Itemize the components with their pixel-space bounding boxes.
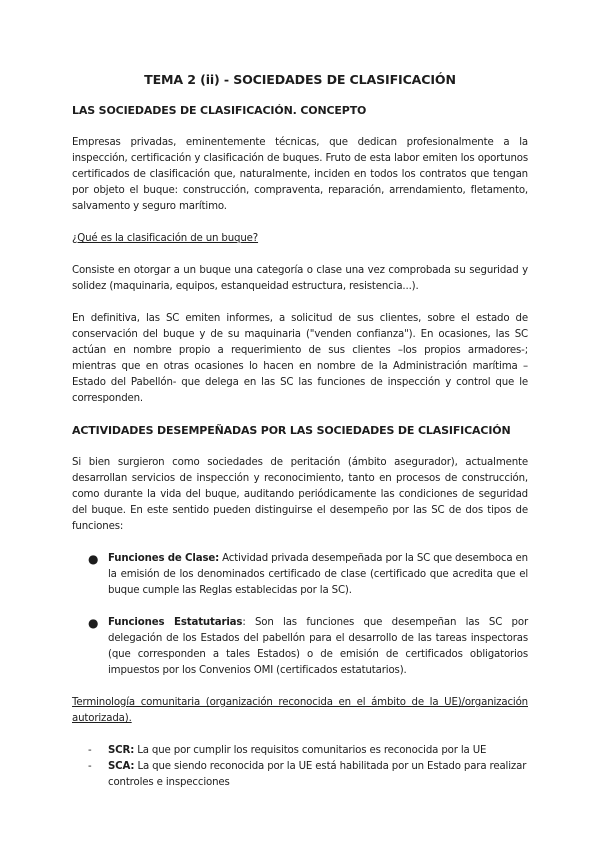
text-sca: La que siendo reconocida por la UE está habilitada por un Estado para realizar controles e inspecciones — [108, 761, 527, 788]
text-scr: La que por cumplir los requisitos comunitarios es reconocida por la UE — [134, 745, 487, 756]
term-scr: SCR: — [108, 745, 135, 756]
term-sca: SCA: — [108, 761, 135, 772]
paragraph-consiste: Consiste en otorgar a un buque una categoría o clase una vez comprobada su seguridad y solidez (maquinaria, equipos, estanqueidad estructura, resistencia...). — [72, 265, 528, 292]
list-item-sca — [72, 759, 528, 791]
section-heading-actividades: ACTIVIDADES DESEMPEÑADAS POR LAS SOCIEDADES DE CLASIFICACIÓN — [72, 424, 511, 437]
dash-marker: - — [88, 745, 92, 756]
text-funciones-estatutarias: : Son las funciones que desempeñan las SC por delegación de los Estados del pabellón para el desarrollo de las tareas inspectoras (que corresponden a tales Estados) o de emisión de certificados obligatorios impuestos por los Convenios OMI (certificados estatutarios). — [108, 617, 528, 676]
paragraph-en-definitiva: En definitiva, las SC emiten informes, a solicitud de sus clientes, sobre el estado de conservación del buque y de su maquinaria ("venden confianza"). En ocasiones, las SC actúan en nombre propio a requerimiento de sus clientes –los propios armadores-; mientras que en otras ocasiones lo hacen en nombre de la Administración marítima –Estado del Pabellón- que delega en las SC las funciones de inspección y control que le corresponden. — [72, 313, 528, 404]
term-funciones-clase: Funciones de Clase: — [108, 553, 220, 564]
document-page — [72, 72, 528, 791]
list-item-funciones-estatutarias — [72, 615, 528, 679]
paragraph-actividades: Si bien surgieron como sociedades de peritación (ámbito asegurador), actualmente desarrollan servicios de inspección y reconocimiento, tanto en procesos de construcción, como durante la vida del buque, auditando periódicamente las condiciones de seguridad del buque. En este sentido pueden distinguirse el desempeño por las SC de dos tipos de funciones: — [72, 457, 528, 532]
dash-marker: - — [88, 761, 92, 772]
terminology-note: Terminología comunitaria (organización reconocida en el ámbito de la UE)/organización autorizada). — [72, 697, 528, 724]
paragraph-definicion: Empresas privadas, eminentemente técnicas, que dedican profesionalmente a la inspección, certificación y clasificación de buques. Fruto de esta labor emiten los oportunos certificados de clasificación que, naturalmente, inciden en todos los contratos que tengan por objeto el buque: construcción, compraventa, reparación, arrendamiento, fletamento, salvamento y seguro marítimo. — [72, 137, 528, 212]
functions-list — [72, 551, 528, 679]
term-funciones-estatutarias: Funciones Estatutarias — [108, 617, 243, 628]
list-item-scr — [72, 743, 528, 759]
organizations-list — [72, 743, 528, 791]
document-title: TEMA 2 (ii) - SOCIEDADES DE CLASIFICACIÓN — [144, 72, 456, 87]
question-clasificacion: ¿Qué es la clasificación de un buque? — [72, 233, 259, 244]
section-heading-concepto: LAS SOCIEDADES DE CLASIFICACIÓN. CONCEPTO — [72, 104, 367, 117]
list-item-funciones-clase — [72, 551, 528, 599]
text-funciones-clase: Actividad privada desempeñada por la SC que desemboca en la emisión de los denominados certificado de clase (certificado que acredita que el buque cumple las Reglas establecidas por la SC). — [108, 553, 528, 596]
bullet-icon: ● — [88, 552, 99, 566]
bullet-icon: ● — [88, 616, 99, 630]
